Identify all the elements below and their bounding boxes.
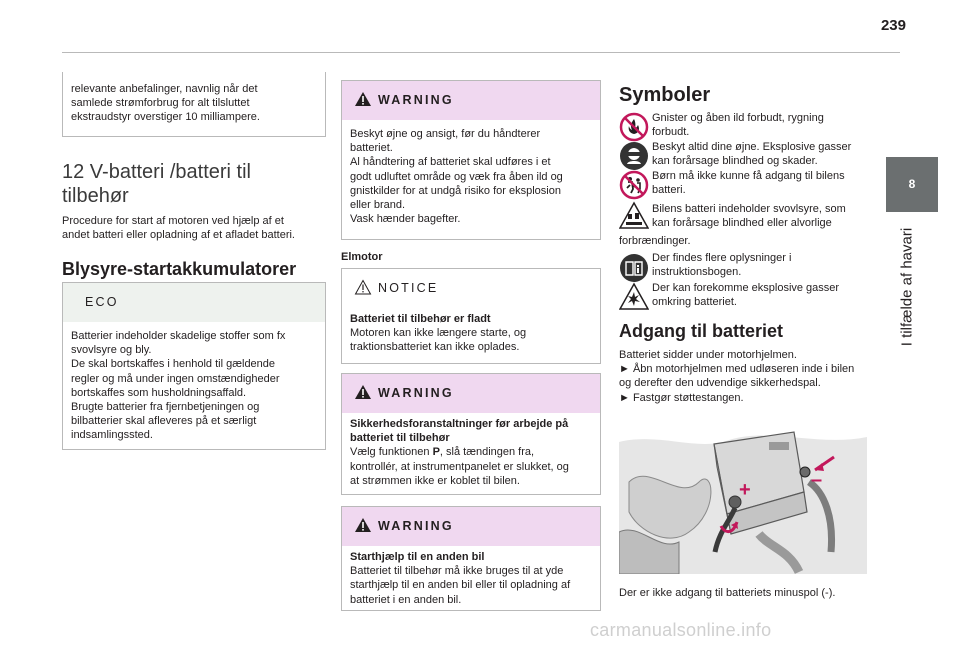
symbol-text-4b: forbrændinger. bbox=[619, 235, 691, 247]
manual-icon bbox=[619, 253, 649, 283]
elmotor-heading: Elmotor bbox=[341, 251, 383, 263]
eye-protection-icon bbox=[619, 141, 649, 171]
battery-heading: 12 V-batteri /batteri til tilbehør bbox=[62, 161, 251, 207]
minus-terminal-label: – bbox=[811, 469, 823, 491]
symbol-text-1: Gnister og åben ild forbudt, rygning forbudt. bbox=[652, 112, 824, 139]
explosive-icon bbox=[619, 282, 649, 312]
warning-label: WARNING bbox=[378, 386, 454, 400]
warning-box-3: WARNING Starthjælp til en anden bil Batteriet til tilbehør må ikke bruges til at yde starthjælp til en anden bil eller til opladning af batteriet i en anden bil. bbox=[341, 506, 601, 611]
keep-children-away-icon bbox=[619, 170, 649, 200]
battery-photo bbox=[619, 422, 867, 574]
lead-acid-heading: Blysyre-startakkumulatorer bbox=[62, 259, 297, 279]
warning-triangle-icon bbox=[354, 384, 372, 400]
corrosive-icon bbox=[619, 201, 649, 231]
notice-triangle-icon bbox=[354, 279, 372, 295]
warning-triangle-icon bbox=[354, 517, 372, 533]
notice-box: NOTICE Batteriet til tilbehør er fladt Motoren kan ikke længere starte, og traktionsbatteriet kan ikke oplades. bbox=[341, 268, 601, 364]
engine-bay-illustration bbox=[619, 422, 867, 574]
chapter-title: I tilfælde af havari bbox=[898, 227, 916, 347]
warning-label: WARNING bbox=[378, 93, 454, 107]
access-text: Batteriet sidder under motorhjelmen. ► Åbn motorhjelmen med udløseren inde i bilen og derefter den udvendige sikkerhedspal. ► Fastgør støttestangen. bbox=[619, 349, 855, 404]
symbol-text-5: Der findes flere oplysninger i instruktionsbogen. bbox=[652, 252, 792, 279]
intro-box: relevante anbefalinger, navnlig når det samlede strømforbrug for alt tilsluttet ekstraudstyr overstiger 10 milliampere. bbox=[62, 72, 326, 137]
eco-label: ECO bbox=[85, 295, 119, 309]
page-number: 239 bbox=[880, 17, 906, 34]
plus-terminal-label: + bbox=[739, 479, 751, 501]
warning-triangle-icon bbox=[354, 91, 372, 107]
header-rule bbox=[62, 52, 900, 53]
chapter-tab[interactable]: 8 bbox=[886, 157, 938, 212]
notice-label: NOTICE bbox=[378, 281, 439, 295]
symbol-text-3: Børn må ikke kunne få adgang til bilens batteri. bbox=[652, 170, 845, 197]
symbol-text-2: Beskyt altid dine øjne. Eksplosive gasser kan forårsage blindhed og skader. bbox=[652, 141, 852, 168]
symbols-heading: Symboler bbox=[619, 84, 711, 106]
symbol-text-4: Bilens batteri indeholder svovlsyre, som kan forårsage blindhed eller alvorlige bbox=[652, 203, 846, 230]
access-heading: Adgang til batteriet bbox=[619, 321, 784, 341]
watermark: carmanualsonline.info bbox=[590, 620, 772, 640]
eco-box: ECO Batterier indeholder skadelige stoffer som fx svovlsyre og bly. De skal bortskaffes i henhold til gældende regler og må under ingen omstændigheder bortskaffes som husholdningsaffald. Brugte batterier fra fjernbetjeningen og bilbatterier skal afleveres på et særligt indsamlingssted. bbox=[62, 282, 326, 450]
procedure-text: Procedure for start af motoren ved hjælp af et andet batteri eller opladning af et afladet batteri. bbox=[62, 215, 295, 242]
warning-label: WARNING bbox=[378, 519, 454, 533]
warning-box-1: WARNING Beskyt øjne og ansigt, før du håndterer batteriet. Al håndtering af batteriet skal udføres i et godt udluftet område og væk fra åben ild og gnistkilder for at undgå risiko for eksplosion eller brand. Vask hænder bagefter. bbox=[341, 80, 601, 240]
symbol-text-6: Der kan forekomme eksplosive gasser omkring batteriet. bbox=[652, 282, 840, 309]
warning-box-2: WARNING Sikkerhedsforanstaltninger før arbejde på batteriet til tilbehør Vælg funktionen P, slå tændingen fra, kontrollér, at instrumentpanelet er slukket, og at strømmen ikke er koblet til bilen. bbox=[341, 373, 601, 495]
no-fire-icon bbox=[619, 112, 649, 142]
photo-caption: Der er ikke adgang til batteriets minuspol (-). bbox=[619, 587, 836, 599]
